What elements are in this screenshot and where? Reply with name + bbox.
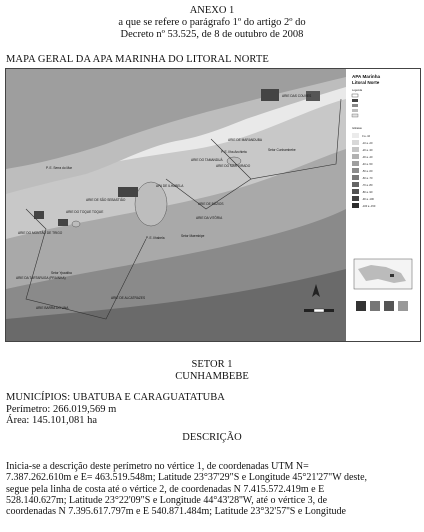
depth-label: -30 a -40	[362, 156, 373, 159]
description-body	[6, 461, 418, 517]
depth-swatch	[352, 161, 359, 166]
depth-label: 0 a -10	[362, 135, 371, 138]
legend-section: Legenda	[352, 89, 363, 92]
depth-swatch	[352, 140, 359, 145]
depth-label: -10 a -20	[362, 142, 373, 145]
inset-location-marker	[390, 274, 394, 277]
depth-swatch	[352, 154, 359, 159]
label-ypautiba: Setor Ypautiba	[51, 271, 72, 275]
ilhabela-island	[135, 182, 167, 226]
depth-swatch	[352, 133, 359, 138]
depth-label: -100 a -150	[362, 205, 376, 208]
protected-patch	[58, 219, 68, 226]
label-tamandua: ARIE DO TAMANDUÁ	[191, 158, 223, 162]
label-alcatrazes: ARIE DE ALCATRAZES	[111, 296, 146, 300]
depth-swatch	[352, 147, 359, 152]
label-cunhambebe: Setor Cunhambebe	[268, 148, 296, 152]
depth-label: -60 a -70	[362, 177, 373, 180]
area-line: Área: 145.101,081 ha	[6, 415, 97, 426]
depth-swatch	[352, 182, 359, 187]
label-montao-trigo: ARIE DO MONTÃO DE TRIGO	[18, 231, 63, 235]
label-maembipe: Setor Maembipe	[181, 234, 205, 238]
perimetro-line: Perímetro: 266.019,569 m	[6, 403, 117, 415]
label-ilhabela: P. E. Ilhabela	[146, 236, 165, 240]
depth-label: -70 a -80	[362, 184, 373, 187]
label-couves: ARIE DAS COUVES	[282, 94, 312, 98]
description-line: coordenadas N 7.395.617.797m e E 540.871.484m; Latitude 23°32'57''S e Longitude	[6, 506, 346, 518]
small-island	[72, 221, 80, 227]
description-line: segue pela linha de costa até o vértice 2, de coordenadas N 7.415.572.419m e E	[6, 483, 325, 495]
description-line: 7.387.262.610m e E= 463.519.548m; Latitude 23°37'29"S e Longitude 45°21'27"W deste,	[6, 472, 368, 484]
depth-label: -50 a -60	[362, 170, 373, 173]
depth-swatch	[352, 168, 359, 173]
depth-label: -40 a -50	[362, 163, 373, 166]
sector-name: CUNHAMBEBE	[175, 371, 249, 382]
label-tartaruga: ARIE DA TARTARUGA (PRAINHA)	[16, 276, 66, 280]
label-toque-toque: ARIE DO TOQUE TOQUE	[66, 210, 104, 214]
map-title: MAPA GERAL DA APA MARINHA DO LITORAL NORTE	[6, 54, 269, 65]
annex-reference: a que se refere o parágrafo 1º do artigo 2º do	[118, 17, 306, 28]
protected-patch	[261, 89, 279, 101]
label-apa-ilhabela: APA DE ILHABELA	[156, 184, 184, 188]
protected-patch	[118, 187, 138, 197]
sector-info	[6, 392, 225, 427]
depth-swatch	[352, 189, 359, 194]
sector-heading	[0, 359, 424, 383]
depth-label: -20 a -30	[362, 149, 373, 152]
label-sao-sebastiao: ARIE DE SÃO SEBASTIÃO	[86, 198, 126, 202]
depth-swatch	[352, 196, 359, 201]
label-serra-do-mar: P. E. Serra do Mar	[46, 166, 72, 170]
legend-title-1: APA Marinha	[352, 74, 381, 79]
depth-swatch	[352, 203, 359, 208]
sector-number: SETOR 1	[191, 359, 233, 370]
label-buzios: ARIE DE BÚZIOS	[198, 202, 224, 206]
label-ilha-anchieta: P. E. Ilha Anchieta	[221, 150, 247, 154]
legend-title-2: Litoral Norte	[352, 80, 380, 85]
label-mar-virado: ARIE DO MAR VIRADO	[216, 164, 251, 168]
map-figure	[5, 68, 421, 342]
description-heading: DESCRIÇÃO	[182, 432, 242, 443]
description-line: Inicia-se a descrição deste perímetro no vértice 1, de coordenadas UTM N=	[6, 461, 309, 472]
map-svg	[6, 69, 420, 341]
protected-patch	[34, 211, 44, 219]
label-barra-una: ARIE BARRA DO UNA	[36, 306, 69, 310]
decree-reference: Decreto nº 53.525, de 8 de outubro de 2008	[120, 29, 304, 40]
legend-depth-title: Isóbatas	[352, 127, 362, 130]
annex-title: ANEXO 1	[189, 5, 235, 16]
municipios-line: MUNICÍPIOS: UBATUBA E CARAGUATATUBA	[6, 392, 225, 403]
document-header	[0, 5, 424, 41]
description-line: 528.140.627m; Latitude 23°22'09"S e Longitude 44°43'28''W, até o vértice 3, de	[6, 494, 328, 506]
depth-label: -80 a -90	[362, 191, 373, 194]
depth-label: -90 a -100	[362, 198, 374, 201]
depth-swatch	[352, 175, 359, 180]
scale-bar	[304, 309, 334, 312]
label-maranduba: ARIE DE MARANDUBA	[228, 138, 263, 142]
label-vitoria: ARIE DA VITÓRIA	[196, 216, 223, 220]
